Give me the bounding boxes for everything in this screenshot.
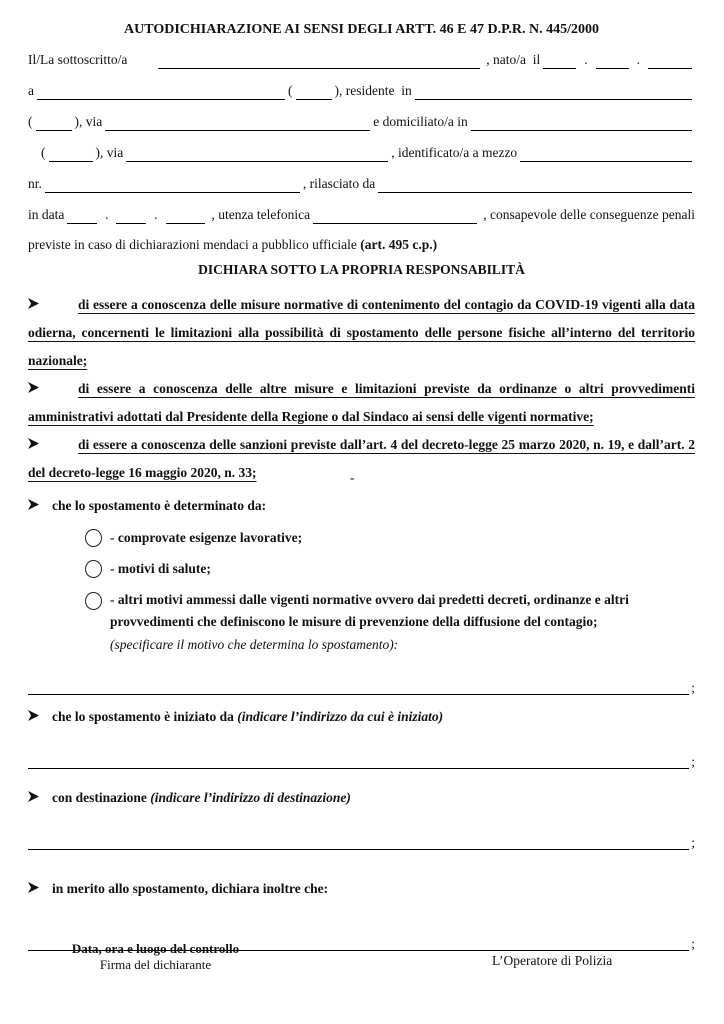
birthplace-label: a	[28, 83, 34, 98]
via-label: ), via	[95, 145, 124, 160]
residence-street-line[interactable]	[105, 116, 370, 131]
destination-writein	[28, 833, 695, 850]
option-health-row	[85, 557, 695, 581]
document-title: AUTODICHIARAZIONE AI SENSI DEGLI ARTT. 46 E 47 D.P.R. N. 445/2000	[124, 22, 599, 37]
birth-province-blank[interactable]	[296, 85, 332, 100]
radio-work-icon[interactable]	[85, 529, 102, 547]
reason-writein	[28, 678, 695, 695]
birth-year-blank[interactable]	[648, 54, 692, 69]
option-work-row	[85, 526, 695, 550]
issue-year-blank[interactable]	[166, 209, 206, 224]
residence-province-blank[interactable]	[36, 116, 72, 131]
date-dot: .	[105, 207, 109, 222]
reason-specify-line[interactable]	[28, 678, 689, 695]
radio-other-icon[interactable]	[85, 592, 102, 610]
destination-note: (indicare l’indirizzo di destinazione)	[150, 790, 351, 805]
doc-number-line[interactable]	[45, 178, 300, 193]
intro-line-1	[28, 51, 695, 69]
aware-label: , consapevole delle conseguenze penali	[479, 207, 696, 222]
radio-health-icon[interactable]	[85, 560, 102, 578]
residence-label: ), residente in	[334, 83, 412, 98]
semicolon: ;	[691, 936, 695, 951]
name-field-line[interactable]	[158, 54, 480, 69]
option-other-block	[110, 589, 650, 656]
domiciled-label: e domiciliato/a in	[373, 114, 468, 129]
arrow-bullet-icon	[28, 431, 78, 459]
option-other-label: - altri motivi ammessi dalle vigenti normative ovvero dai predetti decreti, ordinanze e altri provvedimenti che definiscono le misure di prevenzione della diffusione del contagio;	[110, 592, 629, 629]
mendaci-label: previste in caso di dichiarazioni mendaci a pubblico ufficiale	[28, 237, 361, 252]
bullet-text: di essere a conoscenza delle altre misure e limitazioni previste da ordinanze o altri provvedimenti amministrativi adottati dal Presidente della Regione o dal Sindaco ai sensi delle vigenti normative;	[28, 381, 695, 424]
date-dot: .	[636, 52, 640, 67]
destination-address-line[interactable]	[28, 833, 689, 850]
via-label: ), via	[74, 114, 103, 129]
intro-line-2	[28, 82, 695, 100]
intro-line-6	[28, 206, 695, 224]
bullet-knowledge-measures	[28, 291, 695, 375]
identified-label: , identificato/a a mezzo	[391, 145, 518, 160]
semicolon: ;	[691, 680, 695, 695]
subscriber-label: Il/La sottoscritto/a	[28, 52, 128, 67]
intro-line-5	[28, 175, 695, 193]
birth-month-blank[interactable]	[596, 54, 629, 69]
control-label: Data, ora e luogo del controllo	[71, 941, 240, 956]
intro-line-7	[28, 236, 695, 254]
arrow-bullet-icon	[28, 375, 78, 403]
arrow-bullet-icon	[28, 785, 52, 811]
destination-label	[52, 785, 351, 811]
id-document-line[interactable]	[520, 147, 692, 162]
bullet-knowledge-other-measures	[28, 375, 695, 431]
date-dot: .	[584, 52, 588, 67]
birth-day-blank[interactable]	[543, 54, 576, 69]
issued-label: , rilasciato da	[302, 176, 376, 191]
movement-origin-row	[28, 704, 695, 730]
origin-writein	[28, 752, 695, 769]
date-dot: .	[154, 207, 158, 222]
residence-city-line[interactable]	[415, 85, 692, 100]
officer-label: L’Operatore di Polizia	[492, 953, 613, 968]
origin-label-text: che lo spostamento è iniziato da	[52, 709, 238, 724]
phone-blank[interactable]	[313, 209, 477, 224]
paren-open: (	[41, 145, 46, 160]
arrow-bullet-icon	[28, 876, 52, 902]
domicile-city-line[interactable]	[471, 116, 692, 131]
issue-date-label: in data	[28, 207, 65, 222]
stray-dash: -	[350, 470, 355, 485]
arrow-bullet-icon	[28, 704, 52, 730]
option-health-label: - motivi di salute;	[110, 561, 211, 576]
domicile-province-blank[interactable]	[49, 147, 93, 162]
further-label: in merito allo spostamento, dichiara inoltre che:	[52, 881, 329, 896]
option-work-label: - comprovate esigenze lavorative;	[110, 530, 303, 545]
issue-month-blank[interactable]	[116, 209, 146, 224]
declaration-heading: DICHIARA SOTTO LA PROPRIA RESPONSABILITÀ	[198, 262, 525, 277]
art-495-label: (art. 495 c.p.)	[360, 237, 438, 252]
movement-further-row	[28, 876, 695, 902]
movement-destination-row	[28, 785, 695, 811]
arrow-bullet-icon	[28, 493, 52, 519]
origin-note: (indicare l’indirizzo da cui è iniziato)	[237, 709, 444, 724]
intro-line-4	[28, 144, 695, 162]
bullet-text: di essere a conoscenza delle misure normative di contenimento del contagio da COVID-19 vigenti alla data odierna, concernenti le limitazioni alla possibilità di spostamento delle persone fisiche all’interno del territorio nazionale;	[28, 297, 695, 368]
nr-label: nr.	[28, 176, 42, 191]
paren-open: (	[288, 83, 293, 98]
intro-line-3	[28, 113, 695, 131]
bullet-text: di essere a conoscenza delle sanzioni previste dall’art. 4 del decreto-legge 25 marzo 2020, n. 19, e dall’art. 2 del decreto-legge 16 maggio 2020, n. 33;	[28, 437, 695, 480]
bullet-knowledge-sanctions	[28, 431, 695, 487]
arrow-bullet-icon	[28, 291, 78, 319]
doc-issuer-line[interactable]	[378, 178, 692, 193]
paren-open: (	[28, 114, 33, 129]
origin-address-line[interactable]	[28, 752, 689, 769]
determined-label: che lo spostamento è determinato da:	[52, 498, 267, 513]
phone-label: , utenza telefonica	[208, 207, 311, 222]
semicolon: ;	[691, 835, 695, 850]
origin-label	[52, 704, 443, 730]
domicile-street-line[interactable]	[126, 147, 388, 162]
semicolon: ;	[691, 754, 695, 769]
birthplace-line[interactable]	[37, 85, 285, 100]
option-other-row	[85, 589, 695, 656]
movement-determined-row	[28, 493, 695, 519]
born-label: , nato/a il	[482, 52, 541, 67]
destination-label-text: con destinazione	[52, 790, 151, 805]
footer-control-block	[68, 941, 243, 973]
specify-note: (specificare il motivo che determina lo spostamento):	[110, 637, 399, 652]
issue-day-blank[interactable]	[67, 209, 97, 224]
signature-label: Firma del dichiarante	[99, 957, 212, 972]
